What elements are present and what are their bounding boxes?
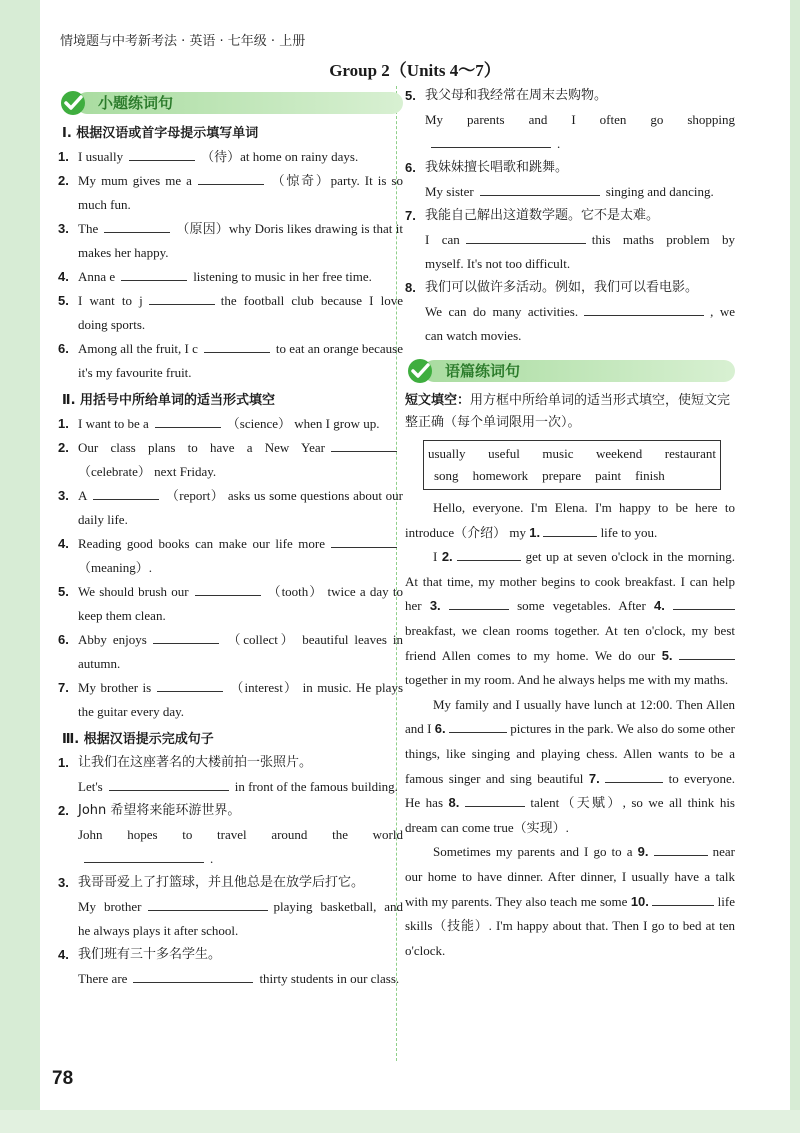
question-item xyxy=(58,145,403,169)
page-number: 78 xyxy=(52,1068,74,1089)
passage-text: get up at seven o'clock in the morning. At that time, my mother begins to cook breakfast. I can help her xyxy=(405,549,736,614)
question-item xyxy=(58,871,403,943)
question-item xyxy=(405,84,735,156)
blank-number: 3. xyxy=(429,598,441,614)
passage xyxy=(405,496,735,963)
question-chinese-prompt: 我们班有三十多名学生。 xyxy=(78,947,222,962)
answer-blank[interactable] xyxy=(652,891,714,906)
part3-list-left xyxy=(58,751,403,991)
question-text-after: singing and dancing. xyxy=(605,184,714,199)
question-text xyxy=(425,84,735,156)
question-text xyxy=(78,871,403,943)
question-text xyxy=(425,276,735,348)
question-text-before: My brother xyxy=(78,899,142,914)
blank-number: 2. xyxy=(441,549,453,565)
question-text-before: Anna e xyxy=(78,269,116,284)
blank-number: 1. xyxy=(529,524,541,540)
answer-blank[interactable] xyxy=(155,413,221,428)
part3-heading: Ⅲ. 根据汉语提示完成句子 xyxy=(62,732,214,747)
word-box-row xyxy=(428,465,716,487)
question-text xyxy=(425,156,735,204)
question-text-after: . xyxy=(557,136,561,151)
passage-text: breakfast, we clean rooms together. At ten o'clock, my best friend Allen comes to my home. We do our xyxy=(405,622,735,663)
bottom-margin-strip xyxy=(0,1110,800,1133)
question-text-after: the football club because I love doing sports. xyxy=(78,293,403,332)
answer-blank[interactable] xyxy=(466,229,586,244)
question-text xyxy=(78,436,403,484)
blank-number: 4. xyxy=(654,598,665,614)
answer-blank[interactable] xyxy=(679,645,735,660)
question-text-before: The xyxy=(78,221,99,236)
question-number: 4. xyxy=(58,536,69,551)
word-box-item: finish xyxy=(635,468,665,483)
answer-blank[interactable] xyxy=(605,768,663,783)
question-text-before: Our class plans to have a New Year xyxy=(78,440,325,455)
question-text-before: Let's xyxy=(78,779,103,794)
passage-paragraph xyxy=(405,693,735,841)
question-number: 4. xyxy=(58,947,69,962)
word-box-row xyxy=(428,443,716,465)
question-number: 7. xyxy=(58,680,69,695)
passage-text: Sometimes my parents and I go to a xyxy=(433,844,633,860)
question-number: 4. xyxy=(58,269,69,284)
banner-label: 小题练词句 xyxy=(98,94,174,112)
question-text-before: Abby enjoys xyxy=(78,632,147,647)
question-item xyxy=(58,580,403,628)
question-chinese-prompt: John 希望将来能环游世界。 xyxy=(78,803,241,818)
question-number: 3. xyxy=(58,488,69,503)
question-text-after: （meaning）. xyxy=(78,560,153,575)
question-text-before: I usually xyxy=(78,149,124,164)
task-text: 用方框中所给单词的适当形式填空，使短文完整正确（每个单词限用一次）。 xyxy=(405,393,731,430)
passage-paragraph xyxy=(405,840,735,963)
blank-number: 10. xyxy=(630,893,649,909)
question-text xyxy=(78,628,403,676)
answer-blank[interactable] xyxy=(480,181,600,196)
question-text xyxy=(78,799,403,871)
question-text xyxy=(78,169,403,217)
banner-label: 语篇练词句 xyxy=(445,362,521,380)
question-number: 1. xyxy=(58,149,69,164)
question-text-after: （待）at home on rainy days. xyxy=(201,149,359,164)
task-label: 短文填空： xyxy=(405,393,471,408)
check-icon xyxy=(58,88,88,118)
answer-blank[interactable] xyxy=(84,848,204,863)
word-box-item: weekend xyxy=(596,446,643,461)
part1-list xyxy=(58,145,403,385)
question-number: 6. xyxy=(58,632,69,647)
check-icon xyxy=(405,356,435,386)
blank-number: 8. xyxy=(448,795,460,811)
question-text xyxy=(78,412,403,436)
question-text-after: （原因）why Doris likes drawing is that it makes her happy. xyxy=(78,221,403,260)
passage-paragraph xyxy=(405,496,735,545)
question-text-after: in front of the famous building. xyxy=(234,779,398,794)
question-text xyxy=(78,484,403,532)
answer-blank[interactable] xyxy=(157,677,223,692)
part3-list-right xyxy=(405,84,735,348)
answer-blank[interactable] xyxy=(149,290,215,305)
workbook-page xyxy=(40,0,790,1110)
answer-blank[interactable] xyxy=(133,968,253,983)
question-item xyxy=(405,156,735,204)
part2-list xyxy=(58,412,403,724)
question-number: 5. xyxy=(58,584,69,599)
question-text-after: （science） when I grow up. xyxy=(226,416,380,431)
question-number: 7. xyxy=(405,208,416,223)
question-item xyxy=(58,484,403,532)
question-text-after: （report） asks us some questions about our daily life. xyxy=(78,488,403,527)
question-text-before: We should brush our xyxy=(78,584,189,599)
word-box-item: paint xyxy=(595,468,622,483)
question-text-before: We can do many activities. xyxy=(425,304,579,319)
question-text xyxy=(78,217,403,265)
question-number: 6. xyxy=(405,160,416,175)
answer-blank[interactable] xyxy=(584,301,704,316)
question-text-before: Reading good books can make our life more xyxy=(78,536,325,551)
answer-blank[interactable] xyxy=(153,629,219,644)
question-text xyxy=(78,943,403,991)
question-text-after: playing basketball, and he always plays it after school. xyxy=(78,899,403,938)
question-number: 2. xyxy=(58,440,69,455)
question-text-before: My parents and I often go shopping xyxy=(425,112,735,127)
question-item xyxy=(58,265,403,289)
question-number: 5. xyxy=(58,293,69,308)
question-text-after: listening to music in her free time. xyxy=(193,269,372,284)
question-text xyxy=(78,532,403,580)
question-chinese-prompt: 我父母和我经常在周末去购物。 xyxy=(425,88,608,103)
answer-blank[interactable] xyxy=(449,595,509,610)
question-item xyxy=(58,628,403,676)
word-box-item: song xyxy=(434,468,459,483)
answer-blank[interactable] xyxy=(109,776,229,791)
blank-number: 6. xyxy=(434,721,446,737)
passage-text: pictures in the park. We also do some other things, like singing and playing chess. Allen wants to be a famous singer and sing beautiful xyxy=(405,721,736,786)
question-text-after: （collect） beautiful leaves in autumn. xyxy=(78,632,403,671)
answer-blank[interactable] xyxy=(465,792,525,807)
answer-blank[interactable] xyxy=(457,546,521,561)
answer-blank[interactable] xyxy=(654,841,708,856)
answer-blank[interactable] xyxy=(104,218,170,233)
question-text-before: A xyxy=(78,488,88,503)
question-item xyxy=(58,337,403,385)
word-box-item: prepare xyxy=(542,468,582,483)
passage-text: My family and I usually have lunch at 12:00. Then Allen and I xyxy=(405,696,735,737)
question-chinese-prompt: 我妹妹擅长唱歌和跳舞。 xyxy=(425,160,569,175)
section-banner-vocab xyxy=(58,88,403,116)
section-banner-passage xyxy=(405,356,735,384)
question-text-before: I want to j xyxy=(78,293,143,308)
question-item xyxy=(58,532,403,580)
question-text-before: My brother is xyxy=(78,680,152,695)
passage-text: life to you. xyxy=(600,524,658,540)
question-chinese-prompt: 我能自己解出这道数学题。它不是太难。 xyxy=(425,208,660,223)
passage-paragraph xyxy=(405,545,735,693)
question-item xyxy=(58,943,403,991)
passage-text: life skills（技能）. I'm happy about that. Then I go to bed at ten o'clock. xyxy=(405,893,735,958)
answer-blank[interactable] xyxy=(673,595,735,610)
question-item xyxy=(58,169,403,217)
question-number: 2. xyxy=(58,803,69,818)
answer-blank[interactable] xyxy=(431,133,551,148)
answer-blank[interactable] xyxy=(148,896,268,911)
blank-number: 7. xyxy=(588,770,600,786)
question-number: 5. xyxy=(405,88,416,103)
question-text xyxy=(78,289,403,337)
word-box-item: music xyxy=(542,446,574,461)
word-box-item: usually xyxy=(428,446,466,461)
question-text-after: to eat an orange because it's my favourite fruit. xyxy=(78,341,404,380)
left-column xyxy=(58,88,403,991)
question-text-after: （interest） in music. He plays the guitar every day. xyxy=(78,680,403,719)
question-text xyxy=(78,751,403,799)
word-box xyxy=(423,440,721,490)
passage-text: together in my room. And he always helps me with my maths. xyxy=(405,672,729,688)
blank-number: 9. xyxy=(637,844,649,860)
question-item xyxy=(58,412,403,436)
passage-text: I xyxy=(433,549,438,565)
question-text-after: this maths problem by myself. It's not too difficult. xyxy=(425,232,735,271)
page-title: Group 2（Units 4～7） xyxy=(329,61,501,80)
word-box-item: restaurant xyxy=(664,446,716,461)
passage-text: Hello, everyone. I'm Elena. I'm happy to be here to introduce（介绍） my xyxy=(405,500,735,540)
book-header: 情境题与中考新考法 · 英语 · 七年级 · 上册 xyxy=(60,34,306,49)
question-item xyxy=(58,751,403,799)
question-number: 1. xyxy=(58,416,69,431)
question-text-before: Among all the fruit, I c xyxy=(78,341,198,356)
question-number: 2. xyxy=(58,173,69,188)
answer-blank[interactable] xyxy=(331,533,397,548)
answer-blank[interactable] xyxy=(93,485,159,500)
question-item xyxy=(58,676,403,724)
word-box-item: homework xyxy=(472,468,529,483)
question-chinese-prompt: 让我们在这座著名的大楼前拍一张照片。 xyxy=(78,755,313,770)
question-text-before: My sister xyxy=(425,184,474,199)
question-number: 6. xyxy=(58,341,69,356)
answer-blank[interactable] xyxy=(195,581,261,596)
question-text-after: , we can watch movies. xyxy=(425,304,735,343)
question-item xyxy=(405,276,735,348)
question-item xyxy=(405,204,735,276)
question-text xyxy=(78,265,403,289)
question-number: 3. xyxy=(58,875,69,890)
question-text-before: John hopes to travel around the world xyxy=(78,827,403,842)
answer-blank[interactable] xyxy=(204,338,270,353)
question-text-before: There are xyxy=(78,971,128,986)
answer-blank[interactable] xyxy=(449,718,507,733)
question-text-after: （tooth） twice a day to keep them clean. xyxy=(78,584,403,623)
answer-blank[interactable] xyxy=(198,170,264,185)
question-chinese-prompt: 我们可以做许多活动。例如，我们可以看电影。 xyxy=(425,280,699,295)
question-text-before: I want to be a xyxy=(78,416,149,431)
question-number: 1. xyxy=(58,755,69,770)
question-chinese-prompt: 我哥哥爱上了打篮球，并且他总是在放学后打它。 xyxy=(78,875,365,890)
answer-blank[interactable] xyxy=(331,437,397,452)
question-number: 8. xyxy=(405,280,416,295)
right-column xyxy=(405,84,735,963)
question-text-after: （celebrate） next Friday. xyxy=(78,464,217,479)
question-text-after: （惊奇）party. It is so much fun. xyxy=(78,173,403,212)
question-text xyxy=(425,204,735,276)
question-text-before: I can xyxy=(425,232,460,247)
part1-heading: Ⅰ. 根据汉语或首字母提示填写单词 xyxy=(62,126,259,141)
question-text xyxy=(78,145,403,169)
question-text xyxy=(78,580,403,628)
passage-text: some vegetables. After xyxy=(517,598,646,614)
question-item xyxy=(58,217,403,265)
question-text xyxy=(78,337,403,385)
question-item xyxy=(58,289,403,337)
passage-text: near our home to have dinner. After dinner, I usually have a talk with my parents. They also teach me some xyxy=(405,844,736,909)
passage-text: talent（天赋）, so we all think his dream can come true（实现）. xyxy=(405,795,735,835)
answer-blank[interactable] xyxy=(129,146,195,161)
word-box-item: useful xyxy=(488,446,520,461)
question-item xyxy=(58,436,403,484)
question-number: 3. xyxy=(58,221,69,236)
answer-blank[interactable] xyxy=(543,522,597,537)
question-text xyxy=(78,676,403,724)
part2-heading: Ⅱ. 用括号中所给单词的适当形式填空 xyxy=(62,393,276,408)
passage-text: to everyone. He has xyxy=(405,770,736,811)
question-text-before: My mum gives me a xyxy=(78,173,192,188)
task-instruction xyxy=(405,390,735,434)
answer-blank[interactable] xyxy=(121,266,187,281)
question-text-after: . xyxy=(210,851,214,866)
question-item xyxy=(58,799,403,871)
question-text-after: thirty students in our class. xyxy=(259,971,400,986)
blank-number: 5. xyxy=(661,647,673,663)
